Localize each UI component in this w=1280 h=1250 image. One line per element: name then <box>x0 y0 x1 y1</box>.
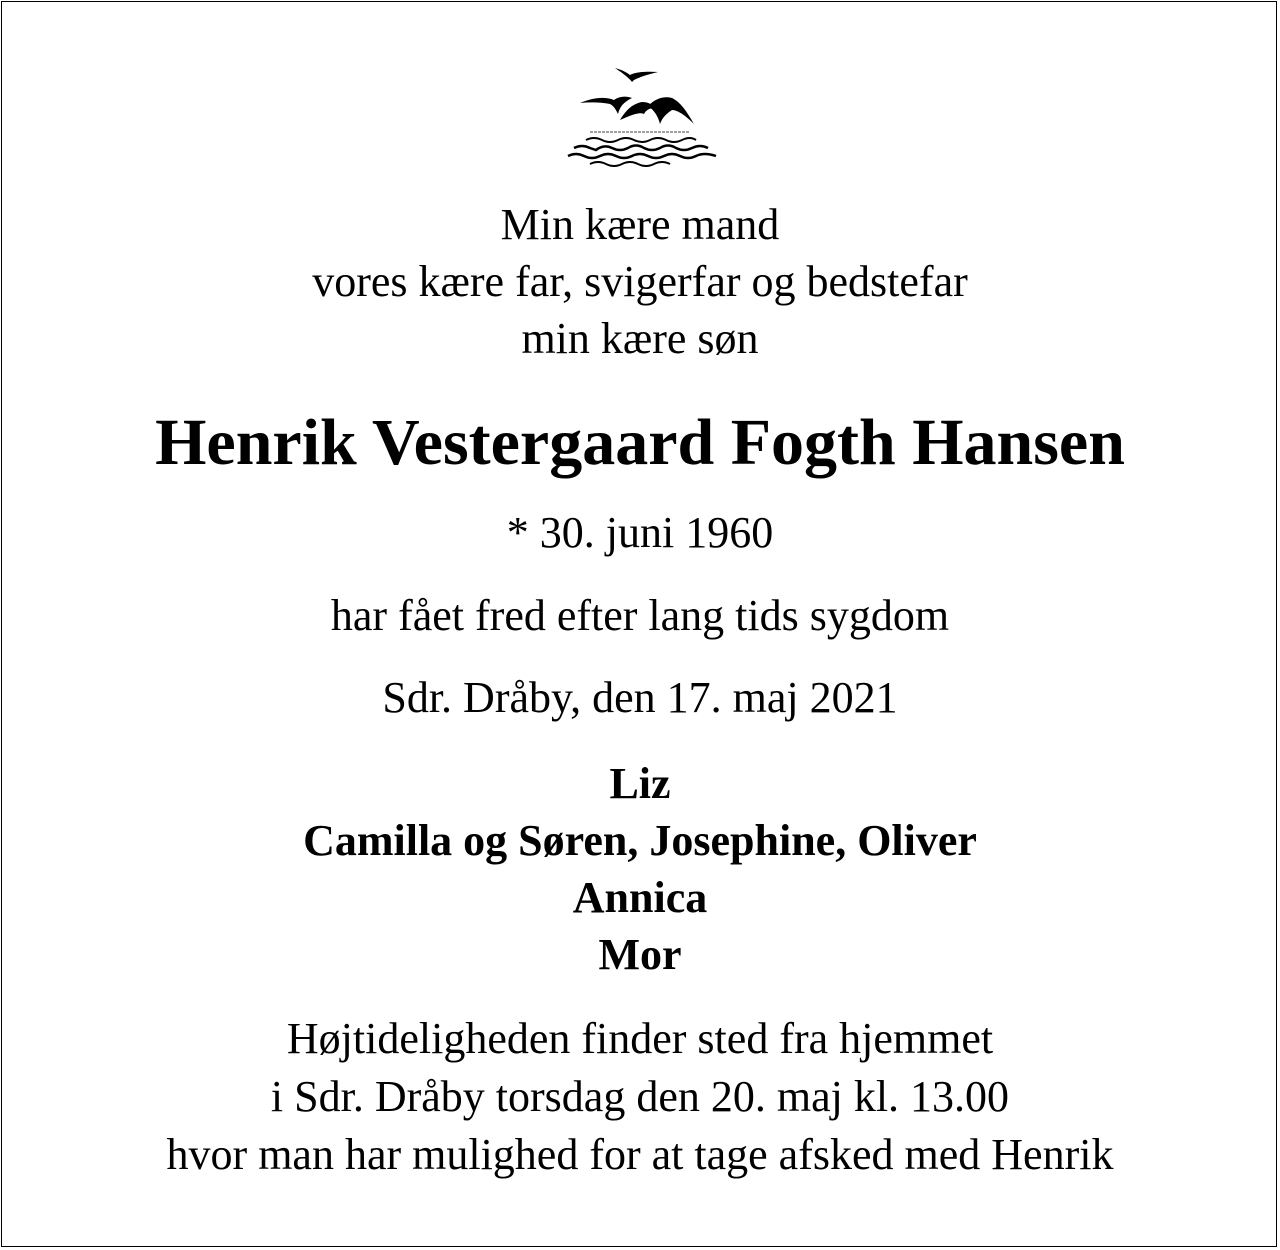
intro-line-3: min kære søn <box>521 314 759 363</box>
family-member: Liz <box>609 759 671 808</box>
ceremony-line-2: i Sdr. Dråby torsdag den 20. maj kl. 13.00 <box>270 1072 1010 1121</box>
intro-line-2: vores kære far, svigerfar og bedstefar <box>312 257 968 306</box>
birth-date: * 30. juni 1960 <box>506 508 774 557</box>
passing-message: har fået fred efter lang tids sygdom <box>330 591 950 640</box>
ceremony-line-3: hvor man har mulighed for at tage afsked med Henrik <box>166 1130 1114 1179</box>
intro-line-1: Min kære mand <box>500 200 780 249</box>
family-member: Mor <box>598 930 682 979</box>
place-and-date: Sdr. Dråby, den 17. maj 2021 <box>382 673 898 722</box>
deceased-name: Henrik Vestergaard Fogth Hansen <box>155 406 1125 479</box>
seagulls-over-sea-icon <box>560 58 720 170</box>
ceremony-line-1: Højtideligheden finder sted fra hjemmet <box>286 1014 994 1063</box>
family-member: Annica <box>572 873 708 922</box>
family-member: Camilla og Søren, Josephine, Oliver <box>303 816 977 865</box>
